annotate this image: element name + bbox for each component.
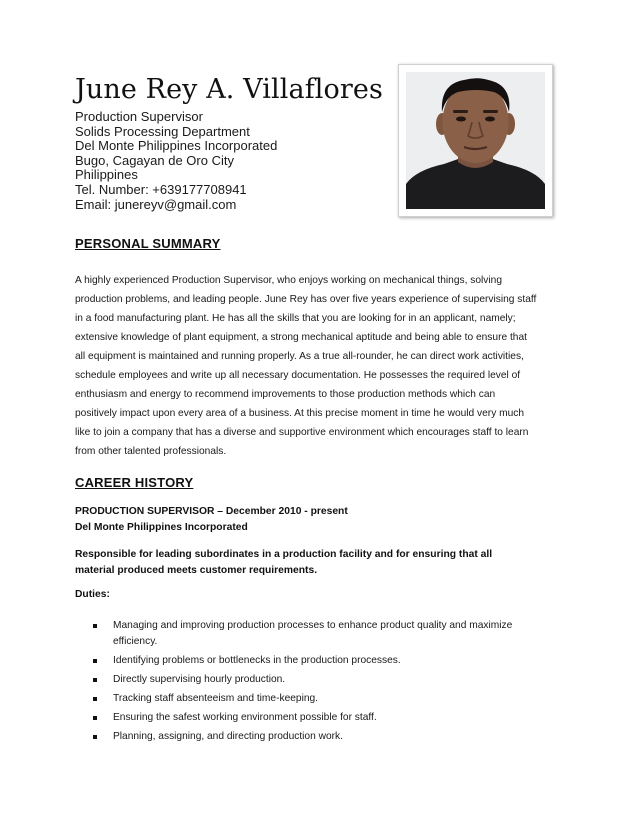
contact-line-job-title: Production Supervisor — [75, 109, 203, 124]
summary-line: from other talented professionals. — [75, 446, 227, 457]
responsibility-line: material produced meets customer requirements. — [75, 565, 318, 576]
summary-line: all equipment is maintained and running properly. As a true all-rounder, he can direct work activities, — [75, 351, 524, 362]
summary-line: extensive knowledge of plant equipment, a strong mechanical aptitude and being able to ensure that — [75, 332, 527, 343]
summary-line: positively impact upon every area of a business. At this precise moment in time he would very much — [75, 408, 525, 419]
contact-block — [75, 110, 277, 212]
duty-item — [93, 691, 563, 707]
contact-line-company: Del Monte Philippines Incorporated — [75, 138, 278, 154]
summary-line: A highly experienced Production Supervisor, who enjoys working on mechanical things, solving — [75, 275, 502, 286]
summary-line: like to join a company that has a diverse and supportive environment which encourages staff to learn — [75, 427, 529, 438]
duty-text: Directly supervising hourly production. — [113, 674, 286, 685]
duty-text: Identifying problems or bottlenecks in the production processes. — [113, 655, 401, 666]
bullet-icon — [93, 716, 97, 720]
summary-line: schedule employees and write up all necessary documentation. He possesses the required level of — [75, 370, 521, 381]
bullet-icon — [93, 678, 97, 682]
contact-line-city: Bugo, Cagayan de Oro City — [75, 152, 234, 168]
person-portrait-icon — [406, 72, 545, 209]
bullet-icon — [93, 659, 97, 663]
profile-photo-frame — [398, 64, 553, 217]
summary-line: production problems, and leading people. June Rey has over five years experience of supervising staff — [75, 294, 537, 305]
duty-text: Tracking staff absenteeism and time-keeping. — [113, 693, 318, 704]
contact-line-phone: Tel. Number: +639177708941 — [75, 181, 247, 197]
responsibility-line: Responsible for leading subordinates in a production facility and for ensuring that all — [75, 549, 493, 560]
duty-text: Managing and improving production processes to enhance product quality and maximize — [113, 620, 513, 631]
duty-item — [93, 729, 563, 745]
candidate-name: June Rey A. Villaflores — [75, 74, 383, 105]
contact-line-email: Email: junereyv@gmail.com — [75, 196, 237, 212]
duty-text: Planning, assigning, and directing production work. — [113, 731, 343, 742]
duties-label: Duties: — [75, 589, 110, 600]
duty-text-continued: efficiency. — [113, 636, 158, 647]
bullet-icon — [93, 624, 97, 628]
bullet-icon — [93, 735, 97, 739]
summary-line: enthusiasm and energy to recommend improvements to those production methods which can — [75, 389, 496, 400]
duty-item — [93, 710, 563, 726]
profile-photo — [406, 72, 545, 209]
career-history-heading: CAREER HISTORY — [75, 475, 194, 490]
personal-summary-text — [75, 271, 567, 461]
contact-line-country: Philippines — [75, 167, 138, 183]
duty-item — [93, 672, 563, 688]
job-title-line: PRODUCTION SUPERVISOR – December 2010 - present — [75, 506, 348, 517]
duty-item — [93, 653, 563, 669]
duty-item — [93, 618, 563, 650]
duty-text: Ensuring the safest working environment possible for staff. — [113, 712, 377, 723]
summary-line: in a food manufacturing plant. He has all the skills that you are looking for in an applicant, namely; — [75, 313, 516, 324]
job-header — [75, 504, 348, 536]
bullet-icon — [93, 697, 97, 701]
personal-summary-heading: PERSONAL SUMMARY — [75, 236, 221, 251]
contact-line-department: Solids Processing Department — [75, 123, 250, 139]
job-responsibility — [75, 547, 492, 579]
job-company-line: Del Monte Philippines Incorporated — [75, 522, 248, 533]
duties-list — [93, 618, 563, 748]
